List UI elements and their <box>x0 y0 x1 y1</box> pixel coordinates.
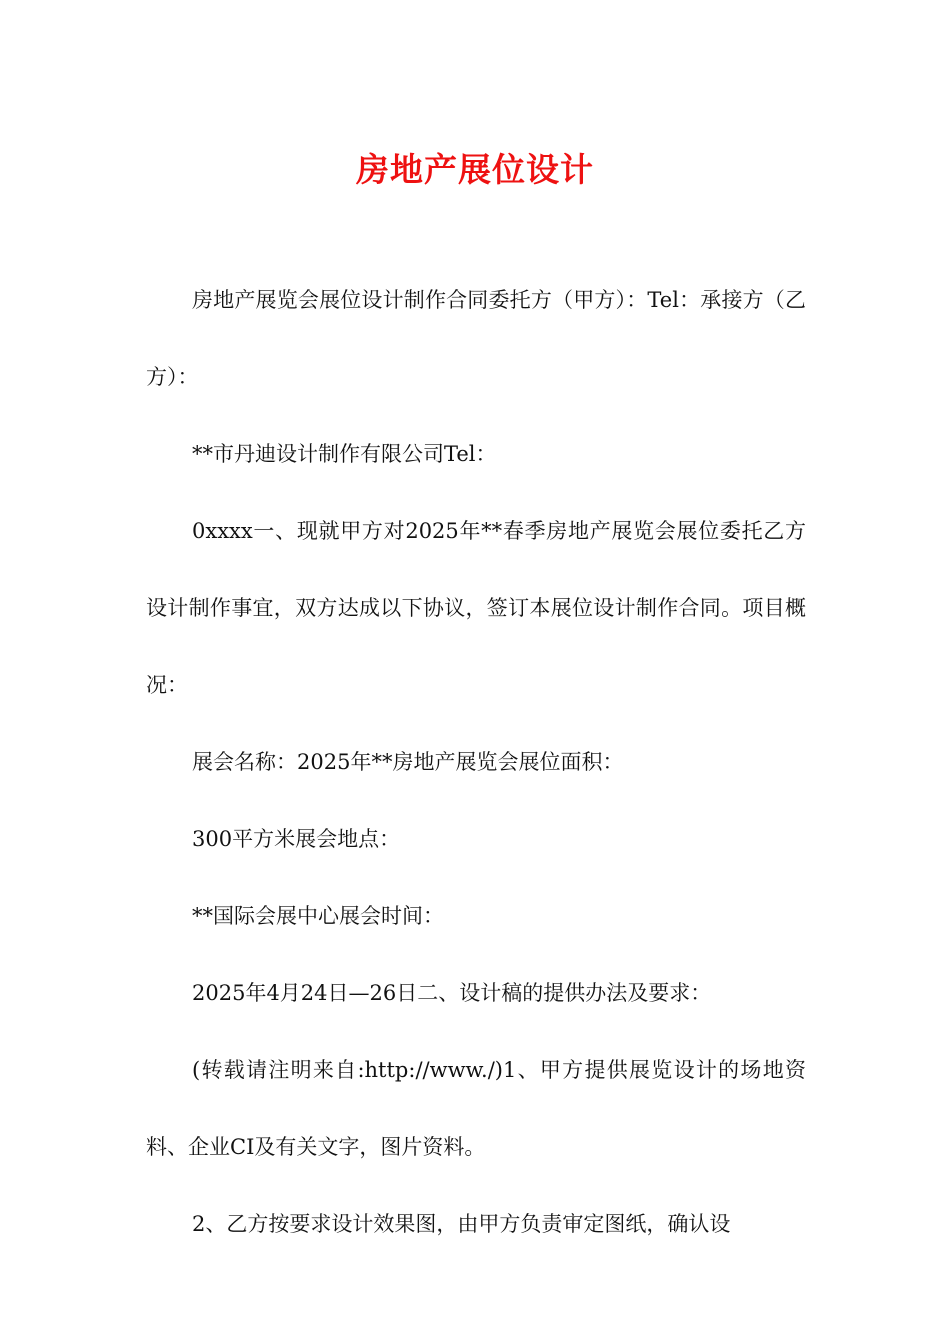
paragraph-item-two: 2、乙方按要求设计效果图，由甲方负责审定图纸，确认设 <box>192 1212 731 1236</box>
paragraph-item-one: (转载请注明来自:http://www./)1、甲方提供展览设计的场地资料、企业CI及有关文字，图片资料。 <box>146 1058 806 1159</box>
paragraph-exhibition-dates: 2025年4月24日—26日二、设计稿的提供办法及要求： <box>192 981 712 1005</box>
paragraph-company: **市丹迪设计制作有限公司Tel： <box>192 442 497 466</box>
document-body <box>146 262 806 1263</box>
paragraph-parties: 房地产展览会展位设计制作合同委托方（甲方）：Tel：承接方（乙方）： <box>146 288 806 389</box>
paragraph-exhibition-venue: **国际会展中心展会时间： <box>192 904 444 928</box>
document-title: 房地产展位设计 <box>356 150 594 189</box>
paragraph-section-one: 0xxxx一、现就甲方对2025年**春季房地产展览会展位委托乙方设计制作事宜，双方达成以下协议，签订本展位设计制作合同。项目概况： <box>146 519 806 697</box>
paragraph-exhibition-name: 展会名称：2025年**房地产展览会展位面积： <box>192 750 624 774</box>
paragraph-exhibition-area: 300平方米展会地点： <box>192 827 401 851</box>
